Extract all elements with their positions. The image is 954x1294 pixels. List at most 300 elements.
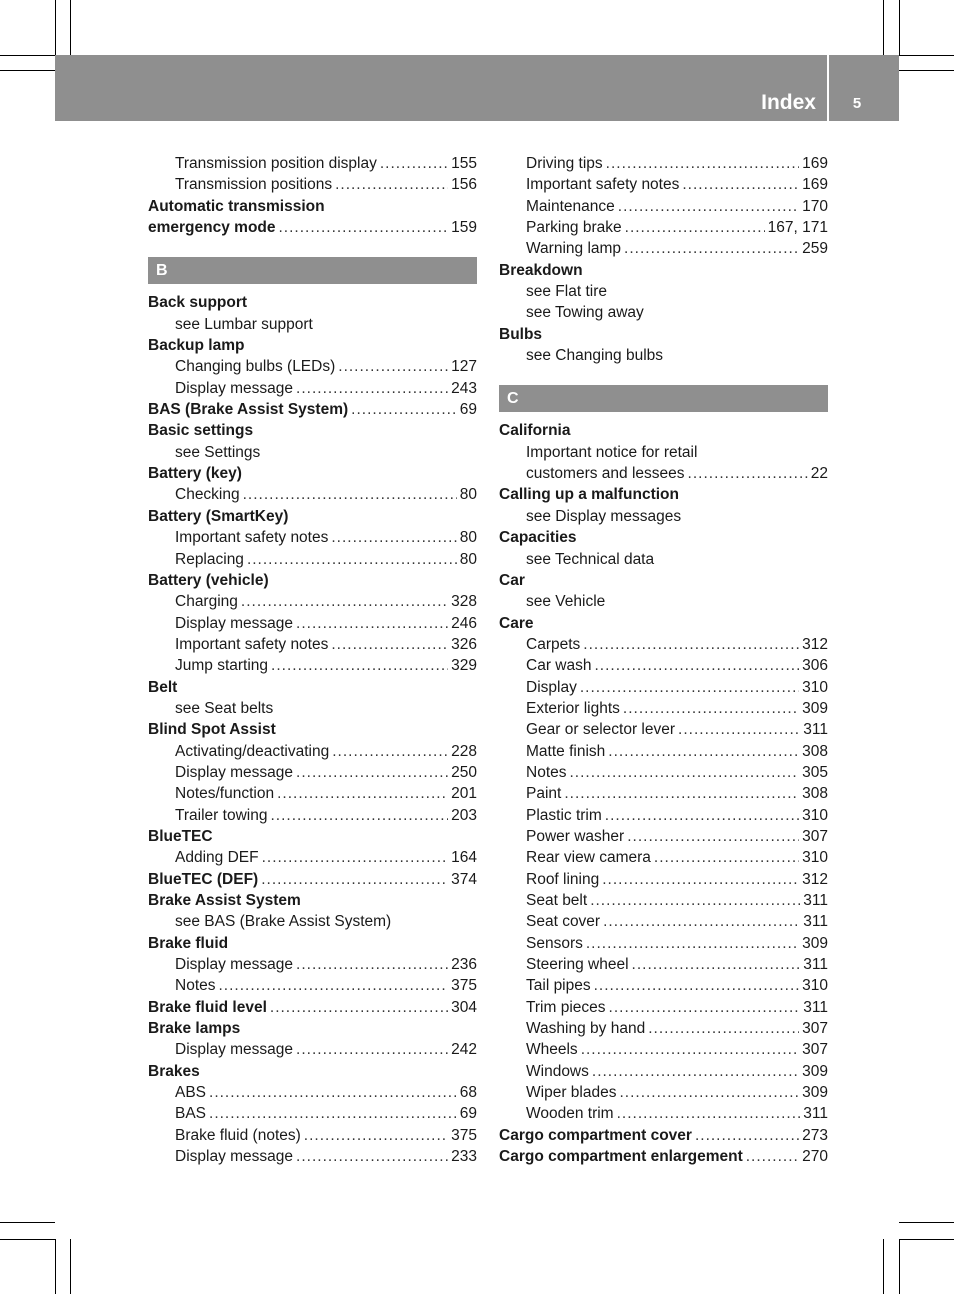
entry-text: Changing bulbs (LEDs)	[175, 358, 336, 376]
dot-leader	[688, 463, 808, 484]
index-subentry	[148, 1103, 477, 1124]
index-subentry	[148, 954, 477, 975]
page-reference: 310	[802, 849, 828, 867]
dot-leader	[594, 655, 799, 676]
page-reference: 80	[459, 486, 477, 504]
dot-leader	[296, 613, 448, 634]
index-subentry	[499, 238, 828, 259]
dot-leader	[678, 719, 800, 740]
index-subentry	[499, 217, 828, 238]
index-entry	[148, 570, 477, 591]
entry-text: Seat belt	[526, 892, 588, 909]
dot-leader	[746, 1146, 799, 1167]
dot-leader	[209, 1103, 457, 1124]
entry-text: Replacing	[175, 550, 244, 568]
dot-leader	[618, 196, 799, 217]
dot-leader	[304, 1125, 448, 1146]
index-entry	[148, 933, 477, 954]
dot-leader	[331, 634, 448, 655]
entry-text: Notes/function	[175, 785, 275, 803]
entry-text: Notes	[175, 977, 216, 995]
index-column-left	[148, 153, 477, 1167]
index-subentry	[148, 378, 477, 399]
crop-mark	[70, 0, 71, 55]
index-subentry	[148, 314, 477, 335]
entry-text: Blind Spot Assist	[148, 721, 276, 739]
entry-text: see Lumbar support	[175, 315, 313, 333]
entry-text: Automatic transmission	[148, 197, 325, 215]
page-reference: 311	[803, 998, 828, 1016]
index-entry	[499, 570, 828, 591]
dot-leader	[241, 591, 448, 612]
dot-leader	[695, 1125, 799, 1146]
page-reference: 311	[803, 913, 828, 931]
dot-leader	[586, 933, 799, 954]
entry-text: Transmission positions	[175, 176, 333, 194]
crop-mark	[899, 1222, 954, 1223]
index-subentry	[499, 698, 828, 719]
page-reference: 310	[802, 806, 828, 824]
page-reference: 201	[451, 785, 477, 803]
entry-text: Brake lamps	[148, 1020, 241, 1038]
index-subentry	[148, 911, 477, 932]
index-subentry	[148, 847, 477, 868]
page-reference: 308	[802, 785, 828, 803]
crop-mark	[899, 55, 954, 56]
index-subentry	[148, 591, 477, 612]
entry-text: Car wash	[526, 657, 592, 675]
dot-leader	[606, 153, 799, 174]
dot-leader	[602, 869, 799, 890]
entry-text: Back support	[148, 294, 248, 312]
dot-leader	[262, 847, 449, 868]
page-reference: 328	[451, 593, 477, 611]
page-reference: 203	[451, 806, 477, 824]
entry-text: Brakes	[148, 1062, 200, 1080]
entry-text: ABS	[175, 1084, 207, 1102]
index-subentry	[499, 741, 828, 762]
entry-text: Belt	[148, 678, 178, 696]
entry-text: Transmission position display	[175, 155, 377, 172]
page-reference: 311	[803, 892, 828, 909]
dot-leader	[243, 484, 457, 505]
dot-leader	[609, 997, 801, 1018]
page-reference: 311	[803, 721, 828, 739]
entry-text: Capacities	[499, 529, 577, 547]
index-subentry	[148, 613, 477, 634]
dot-leader	[296, 1146, 448, 1167]
index-entry	[148, 335, 477, 356]
entry-text: Wheels	[526, 1041, 578, 1059]
index-subentry	[148, 805, 477, 826]
page-reference: 304	[451, 998, 477, 1016]
entry-text: BAS (Brake Assist System)	[148, 401, 349, 419]
page-reference: 259	[802, 240, 828, 258]
entry-text: see Towing away	[526, 304, 644, 322]
page-title: Index	[761, 91, 816, 114]
index-subentry	[148, 783, 477, 804]
entry-text: Important safety notes	[526, 176, 680, 194]
page-reference: 270	[802, 1148, 828, 1166]
entry-text: Care	[499, 614, 534, 632]
entry-text: Trailer towing	[175, 806, 268, 824]
entry-text: Tail pipes	[526, 977, 591, 995]
index-entry	[499, 420, 828, 441]
index-subentry	[148, 1082, 477, 1103]
dot-leader	[331, 527, 456, 548]
index-subentry	[148, 741, 477, 762]
index-column-right	[499, 153, 828, 1167]
index-subentry	[499, 997, 828, 1018]
index-entry	[499, 484, 828, 505]
entry-text: Important safety notes	[175, 529, 329, 547]
dot-leader	[583, 634, 799, 655]
entry-text: Display message	[175, 379, 294, 397]
dot-leader	[590, 890, 800, 911]
entry-text: Activating/deactivating	[175, 742, 330, 760]
dot-leader	[351, 399, 457, 420]
index-subentry	[499, 506, 828, 527]
index-entry	[148, 997, 477, 1018]
page-reference: 170	[802, 197, 828, 215]
index-subentry	[499, 591, 828, 612]
entry-text: Breakdown	[499, 261, 583, 279]
entry-text: Notes	[526, 763, 567, 781]
page-reference: 310	[802, 678, 828, 696]
entry-text: Cargo compartment enlargement	[499, 1148, 743, 1166]
crop-mark	[883, 0, 884, 55]
index-subentry	[499, 196, 828, 217]
dot-leader	[619, 1082, 799, 1103]
dot-leader	[594, 975, 800, 996]
index-subentry	[148, 634, 477, 655]
dot-leader	[608, 741, 799, 762]
section-letter-header: B	[148, 257, 477, 284]
page-reference: 311	[803, 956, 828, 974]
page-reference: 307	[802, 1020, 828, 1038]
index-entry	[148, 217, 477, 238]
entry-text: see Settings	[175, 443, 261, 461]
index-entry	[148, 420, 477, 441]
dot-leader	[296, 1039, 448, 1060]
entry-text: Driving tips	[526, 155, 603, 172]
index-subentry	[499, 826, 828, 847]
entry-text: Washing by hand	[526, 1020, 646, 1038]
index-subentry	[499, 549, 828, 570]
dot-leader	[570, 762, 800, 783]
index-subentry	[499, 933, 828, 954]
page-reference: 375	[451, 1126, 477, 1144]
index-entry	[148, 292, 477, 313]
entry-text: Calling up a malfunction	[499, 486, 679, 504]
entry-text: Display message	[175, 1148, 294, 1166]
crop-mark	[899, 70, 954, 71]
index-entry	[148, 463, 477, 484]
entry-text: Battery (SmartKey)	[148, 507, 289, 525]
crop-mark	[55, 0, 56, 55]
index-subentry	[148, 655, 477, 676]
dot-leader	[625, 217, 765, 238]
index-entry	[148, 506, 477, 527]
page-reference: 80	[459, 550, 477, 568]
dot-leader	[564, 783, 799, 804]
dot-leader	[623, 698, 799, 719]
index-subentry	[499, 634, 828, 655]
index-entry	[499, 613, 828, 634]
entry-text: Cargo compartment cover	[499, 1126, 692, 1144]
page-reference: 309	[802, 1062, 828, 1080]
entry-text: Parking brake	[526, 219, 622, 237]
page-reference: 169	[802, 155, 828, 172]
page-reference: 228	[451, 742, 477, 760]
index-subentry	[499, 1061, 828, 1082]
entry-text: Carpets	[526, 635, 581, 653]
index-subentry	[499, 847, 828, 868]
entry-text: BlueTEC	[148, 827, 213, 845]
dot-leader	[624, 238, 799, 259]
index-subentry	[499, 1039, 828, 1060]
entry-text: Matte finish	[526, 742, 606, 760]
index-entry	[148, 719, 477, 740]
page-reference: 309	[802, 934, 828, 952]
page-reference: 250	[451, 763, 477, 781]
index-subentry	[499, 281, 828, 302]
section-letter-header: C	[499, 385, 828, 412]
crop-mark	[899, 1239, 900, 1294]
entry-text: Display message	[175, 763, 294, 781]
index-subentry	[148, 698, 477, 719]
crop-mark	[883, 1239, 884, 1294]
index-subentry	[499, 463, 828, 484]
index-subentry	[499, 153, 828, 174]
page-reference: 307	[802, 1041, 828, 1059]
entry-text: Warning lamp	[526, 240, 622, 258]
page-reference: 374	[451, 870, 477, 888]
dot-leader	[261, 869, 448, 890]
entry-text: Trim pieces	[526, 998, 606, 1016]
dot-leader	[617, 1103, 801, 1124]
dot-leader	[627, 826, 799, 847]
dot-leader	[279, 217, 449, 238]
index-subentry	[148, 484, 477, 505]
dot-leader	[270, 997, 448, 1018]
entry-text: see Vehicle	[526, 593, 606, 611]
entry-text: Maintenance	[526, 197, 615, 215]
entry-text: BAS	[175, 1105, 207, 1123]
page-reference: 305	[802, 763, 828, 781]
index-subentry	[499, 783, 828, 804]
entry-text: Car	[499, 571, 525, 589]
dot-leader	[603, 911, 800, 932]
dot-leader	[296, 378, 448, 399]
index-entry	[148, 1061, 477, 1082]
index-subentry	[499, 1018, 828, 1039]
dot-leader	[335, 174, 448, 195]
index-subentry	[148, 549, 477, 570]
dot-leader	[332, 741, 448, 762]
dot-leader	[605, 805, 799, 826]
page-reference: 169	[802, 176, 828, 194]
index-subentry	[499, 805, 828, 826]
page-reference: 309	[802, 1084, 828, 1102]
entry-text: BlueTEC (DEF)	[148, 870, 259, 888]
index-entry	[499, 1125, 828, 1146]
index-subentry	[499, 762, 828, 783]
entry-text: Display message	[175, 614, 294, 632]
dot-leader	[380, 153, 448, 174]
page-reference: 159	[451, 219, 477, 237]
crop-mark	[899, 1239, 954, 1240]
page-reference: 155	[451, 155, 477, 172]
entry-text: Power washer	[526, 827, 625, 845]
entry-text: Brake fluid	[148, 934, 229, 952]
index-subentry	[499, 975, 828, 996]
dot-leader	[219, 975, 449, 996]
page-reference: 306	[802, 657, 828, 675]
index-subentry	[148, 975, 477, 996]
index-subentry	[499, 345, 828, 366]
entry-text: see Display messages	[526, 507, 682, 525]
dot-leader	[271, 655, 448, 676]
page-reference: 242	[451, 1041, 477, 1059]
entry-text: Wooden trim	[526, 1105, 614, 1123]
entry-text: see Seat belts	[175, 699, 274, 717]
index-subentry	[148, 1125, 477, 1146]
page-reference: 243	[451, 379, 477, 397]
entry-text: Windows	[526, 1062, 589, 1080]
entry-text: Jump starting	[175, 657, 269, 675]
page-reference: 22	[810, 465, 828, 483]
page-reference: 68	[459, 1084, 477, 1102]
index-entry	[148, 890, 477, 911]
page-reference: 329	[451, 657, 477, 675]
crop-mark	[0, 70, 55, 71]
entry-text: Wiper blades	[526, 1084, 617, 1102]
page-number: 5	[852, 95, 862, 112]
page-reference: 69	[459, 401, 477, 419]
dot-leader	[580, 677, 799, 698]
entry-text: Rear view camera	[526, 849, 651, 867]
entry-text: Battery (vehicle)	[148, 571, 269, 589]
crop-mark	[0, 55, 55, 56]
dot-leader	[682, 174, 799, 195]
entry-text: Exterior lights	[526, 699, 620, 717]
index-subentry	[499, 869, 828, 890]
page-reference: 80	[459, 529, 477, 547]
index-subentry	[148, 356, 477, 377]
entry-text: Steering wheel	[526, 956, 629, 974]
entry-text: emergency mode	[148, 219, 276, 237]
page-reference: 233	[451, 1148, 477, 1166]
entry-text: Seat cover	[526, 913, 601, 931]
index-subentry	[148, 174, 477, 195]
index-subentry	[148, 1146, 477, 1167]
index-subentry	[499, 677, 828, 698]
index-subentry	[499, 1103, 828, 1124]
index-subentry	[499, 442, 828, 463]
dot-leader	[296, 954, 448, 975]
index-entry	[148, 1018, 477, 1039]
index-entry	[148, 677, 477, 698]
entry-text: see Technical data	[526, 550, 655, 568]
index-subentry	[499, 954, 828, 975]
index-subentry	[148, 527, 477, 548]
entry-text: Important safety notes	[175, 635, 329, 653]
dot-leader	[296, 762, 448, 783]
entry-text: see Flat tire	[526, 283, 607, 301]
index-subentry	[499, 911, 828, 932]
entry-text: California	[499, 422, 571, 440]
dot-leader	[581, 1039, 799, 1060]
dot-leader	[632, 954, 801, 975]
entry-text: Checking	[175, 486, 240, 504]
index-subentry	[499, 655, 828, 676]
dot-leader	[247, 549, 457, 570]
crop-mark	[899, 0, 900, 55]
index-entry	[148, 869, 477, 890]
index-subentry	[499, 890, 828, 911]
entry-text: Display message	[175, 956, 294, 974]
entry-text: Display message	[175, 1041, 294, 1059]
page-reference: 310	[802, 977, 828, 995]
entry-text: Important notice for retail	[526, 443, 698, 461]
page-reference: 326	[451, 635, 477, 653]
entry-text: customers and lessees	[526, 465, 685, 483]
dot-leader	[592, 1061, 799, 1082]
entry-text: Display	[526, 678, 577, 696]
crop-mark	[70, 1239, 71, 1294]
page-reference: 246	[451, 614, 477, 632]
index-subentry	[499, 302, 828, 323]
index-entry	[499, 527, 828, 548]
entry-text: Brake fluid level	[148, 998, 267, 1016]
page-reference: 167, 171	[767, 219, 828, 237]
page-reference: 156	[451, 176, 477, 194]
index-entry	[148, 196, 477, 217]
entry-text: Roof lining	[526, 870, 600, 888]
entry-text: see BAS (Brake Assist System)	[175, 913, 392, 931]
dot-leader	[648, 1018, 799, 1039]
entry-text: Backup lamp	[148, 337, 245, 355]
index-entry	[499, 1146, 828, 1167]
index-entry	[148, 399, 477, 420]
index-subentry	[148, 1039, 477, 1060]
entry-text: Charging	[175, 593, 238, 611]
entry-text: Battery (key)	[148, 465, 242, 483]
index-subentry	[499, 174, 828, 195]
page-reference: 312	[802, 635, 828, 653]
index-subentry	[499, 1082, 828, 1103]
page-reference: 309	[802, 699, 828, 717]
index-subentry	[148, 442, 477, 463]
entry-text: Gear or selector lever	[526, 721, 676, 739]
page-reference: 69	[459, 1105, 477, 1123]
page-reference: 312	[802, 870, 828, 888]
index-entry	[499, 260, 828, 281]
dot-leader	[654, 847, 799, 868]
entry-text: Basic settings	[148, 422, 254, 440]
index-entry	[148, 826, 477, 847]
page-reference: 236	[451, 956, 477, 974]
index-subentry	[499, 719, 828, 740]
dot-leader	[270, 805, 448, 826]
page-reference: 273	[802, 1126, 828, 1144]
entry-text: Paint	[526, 785, 562, 803]
entry-text: Brake fluid (notes)	[175, 1126, 301, 1144]
dot-leader	[209, 1082, 457, 1103]
index-subentry	[148, 153, 477, 174]
index-subentry	[148, 762, 477, 783]
